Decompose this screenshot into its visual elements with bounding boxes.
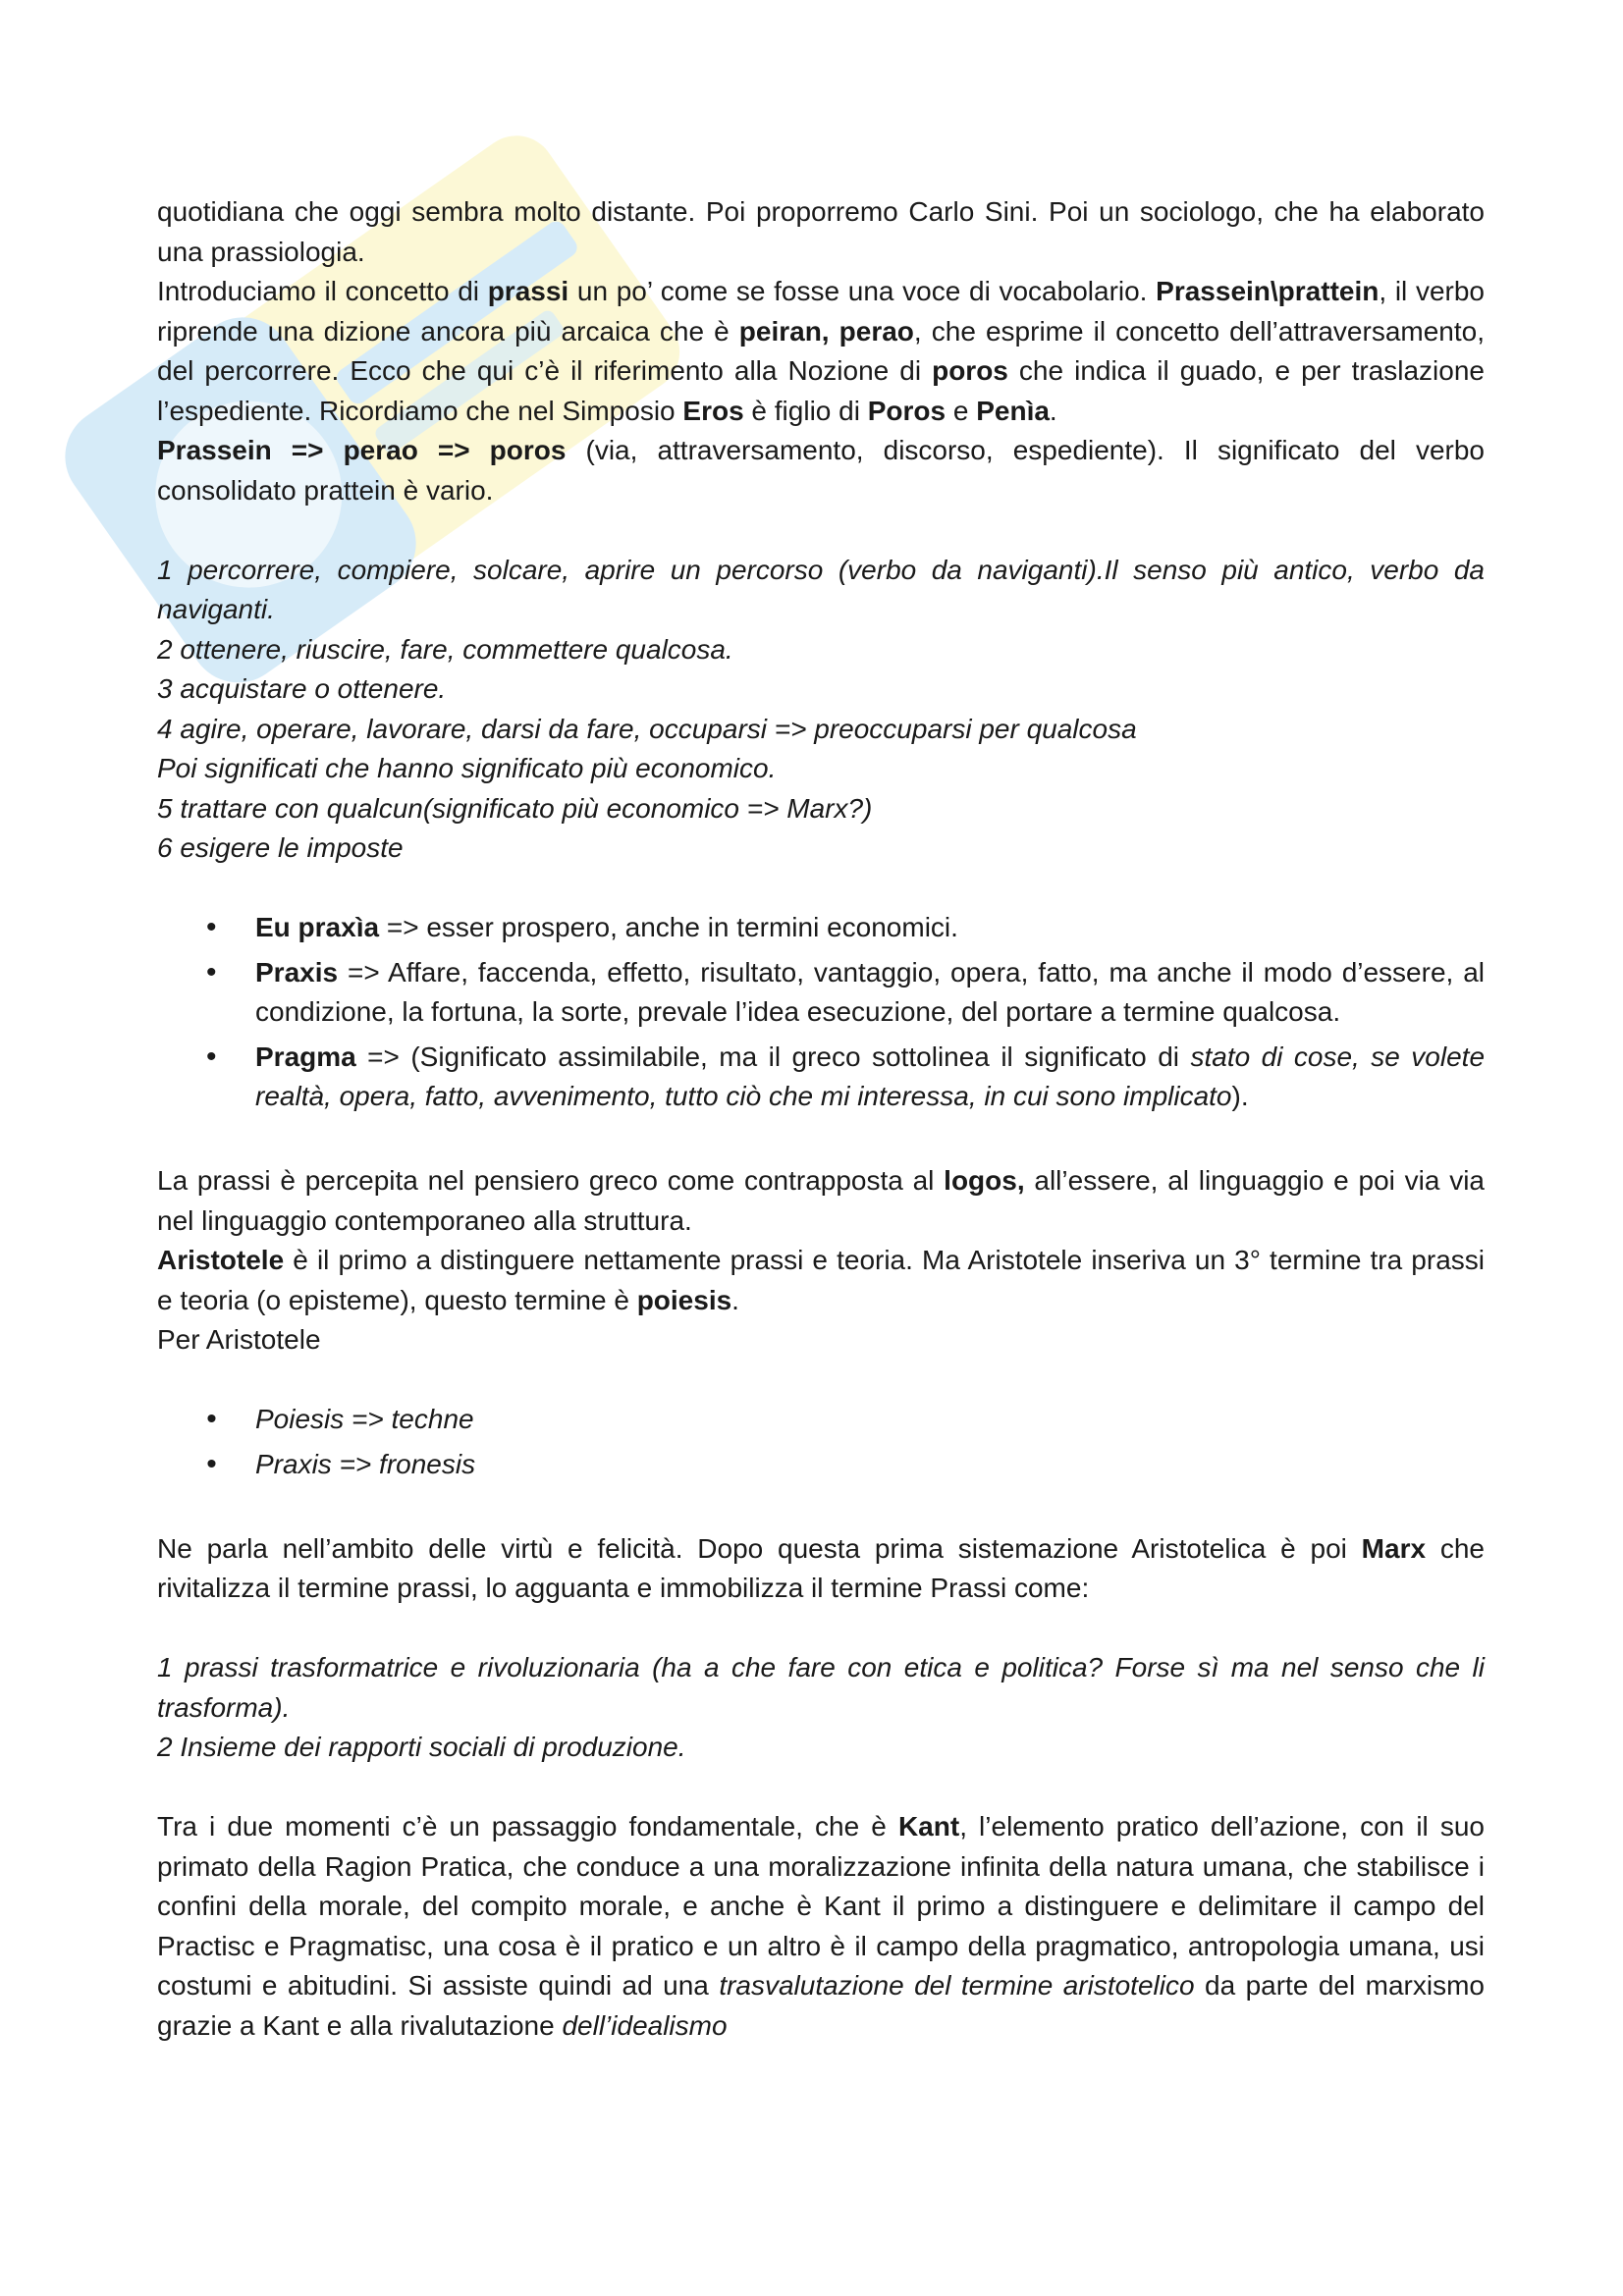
marx-line: 2 Insieme dei rapporti sociali di produzione.	[157, 1732, 686, 1762]
meaning-line: Poi significati che hanno significato più economico.	[157, 753, 777, 783]
meaning-line: 6 esigere le imposte	[157, 832, 404, 863]
meaning-line: 2 ottenere, riuscire, fare, commettere qualcosa.	[157, 633, 733, 665]
paragraph-marx: Ne parla nell’ambito delle virtù e felicità. Dopo questa prima sistemazione Aristotelica è poi Marx che rivitalizza il termine prassi, lo agguanta e immobilizza il termine Prassi come:	[157, 1532, 1485, 1603]
paragraph-aristotele: Aristotele è il primo a distinguere nettamente prassi e teoria. Ma Aristotele inseriva un 3° termine tra prassi e teoria (o episteme), questo termine è poiesis.	[157, 1245, 1485, 1315]
paragraph-intro: quotidiana che oggi sembra molto distante. Poi proporremo Carlo Sini. Poi un sociologo, che ha elaborato una prassiologia.	[157, 196, 1485, 267]
paragraph-logos: La prassi è percepita nel pensiero greco come contrapposta al logos, all’essere, al linguaggio e poi via via nel linguaggio contemporaneo alla struttura.	[157, 1165, 1485, 1236]
document-page	[157, 192, 1485, 2046]
list-item: • Praxis => Affare, faccenda, effetto, risultato, vantaggio, opera, fatto, ma anche il modo d’essere, al condizione, la fortuna, la sorte, prevale l’idea esecuzione, del portare a termine qualcosa.	[255, 953, 1485, 1033]
marx-line: 1 prassi trasformatrice e rivoluzionaria (ha a che fare con etica e politica? Forse sì ma nel senso che li trasforma).	[157, 1652, 1485, 1723]
paragraph-etymology: Prassein => perao => poros (via, attraversamento, discorso, espediente). Il significato del verbo consolidato prattein è vario.	[157, 435, 1486, 506]
paragraph-kant: Tra i due momenti c’è un passaggio fondamentale, che è Kant, l’elemento pratico dell’azione, con il suo primato della Ragion Pratica, che conduce a una moralizzazione infinita della natura umana, che stabilisce i confini della morale, del compito morale, e anche è Kant il primo a distinguere e delimitare il campo del Practisc e Pragmatisc, una cosa è il pratico e un altro è il campo della pragmatico, antropologia umana, usi costumi e abitudini. Si assiste quindi ad una trasvalutazione del termine aristotelico da parte del marxismo grazie a Kant e alla rivalutazione dell’idealismo	[157, 1811, 1486, 2041]
list-item: • Praxis => fronesis	[255, 1445, 1485, 1485]
meaning-line: 3 acquistare o ottenere.	[157, 673, 447, 704]
meaning-line: 4 agire, operare, lavorare, darsi da fare, occuparsi => preoccuparsi per qualcosa	[157, 713, 1137, 744]
paragraph-prassi: Introduciamo il concetto di prassi un po’ come se fosse una voce di vocabolario. Prassein\prattein, il verbo riprende una dizione ancora più arcaica che è peiran, perao, che esprime il concetto dell’attraversamento, del percorrere. Ecco che qui c’è il riferimento alla Nozione di poros che indica il guado, e per traslazione l’espediente. Ricordiamo che nel Simposio Eros è figlio di Poros e Penìa.	[157, 276, 1485, 426]
list-item: • Eu praxìa => esser prospero, anche in termini economici.	[255, 908, 1485, 948]
meaning-line: 1 percorrere, compiere, solcare, aprire un percorso (verbo da naviganti).Il senso più antico, verbo da naviganti.	[157, 554, 1485, 624]
list-item: • Poiesis => techne	[255, 1400, 1485, 1440]
terms-list	[157, 908, 1485, 1117]
paragraph-per-aristotele: Per Aristotele	[157, 1324, 321, 1355]
list-item: • Pragma => (Significato assimilabile, ma il greco sottolinea il significato di stato di cose, se volete realtà, opera, fatto, avvenimento, tutto ciò che mi interessa, in cui sono implicato).	[255, 1038, 1485, 1117]
aristotle-list	[157, 1400, 1485, 1484]
meaning-line: 5 trattare con qualcun(significato più economico => Marx?)	[157, 792, 873, 824]
